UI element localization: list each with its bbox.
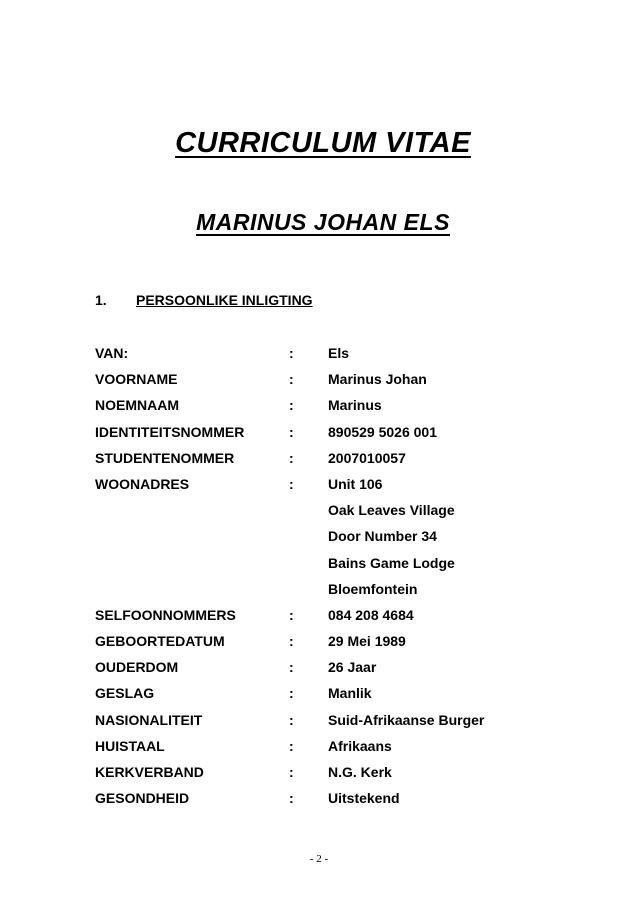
info-row bbox=[95, 790, 575, 816]
info-value: Uitstekend bbox=[328, 790, 400, 807]
info-row bbox=[95, 371, 575, 397]
info-colon: : bbox=[289, 790, 294, 807]
info-label: GESONDHEID bbox=[95, 790, 190, 807]
info-value: Marinus bbox=[328, 397, 382, 414]
info-value: Unit 106 bbox=[328, 475, 383, 492]
info-value: 26 Jaar bbox=[328, 659, 377, 676]
info-value: Manlik bbox=[328, 685, 372, 702]
info-label: OUDERDOM bbox=[95, 659, 179, 676]
info-value: Bains Game Lodge bbox=[328, 554, 455, 571]
info-value: Oak Leaves Village bbox=[328, 502, 455, 519]
info-value: 890529 5026 001 bbox=[328, 423, 437, 440]
info-value: Els bbox=[328, 345, 350, 361]
info-row bbox=[95, 738, 575, 764]
info-row bbox=[95, 345, 575, 371]
info-colon: : bbox=[289, 659, 294, 676]
info-label: VAN: bbox=[95, 345, 129, 361]
info-value: Door Number 34 bbox=[328, 528, 437, 545]
section-number: 1. bbox=[95, 292, 107, 308]
info-colon: : bbox=[289, 606, 294, 623]
info-colon: : bbox=[289, 764, 294, 780]
info-row bbox=[95, 528, 575, 554]
info-colon: : bbox=[289, 475, 294, 492]
info-row bbox=[95, 397, 575, 423]
info-row bbox=[95, 555, 575, 581]
info-row bbox=[95, 685, 575, 711]
info-value: Marinus Johan bbox=[328, 371, 427, 388]
info-colon: : bbox=[289, 711, 294, 728]
info-colon: : bbox=[289, 449, 294, 466]
page-number: - 2 - bbox=[309, 853, 329, 865]
info-label: VOORNAME bbox=[95, 371, 178, 388]
info-label: STUDENTENOMMER bbox=[95, 449, 235, 466]
info-value: 29 Mei 1989 bbox=[328, 633, 406, 650]
info-row bbox=[95, 424, 575, 450]
info-row bbox=[95, 607, 575, 633]
section-label: PERSOONLIKE INLIGTING bbox=[136, 292, 313, 308]
info-row bbox=[95, 659, 575, 685]
info-colon: : bbox=[289, 737, 294, 754]
info-colon: : bbox=[289, 371, 294, 388]
info-label: NASIONALITEIT bbox=[95, 711, 203, 728]
info-row bbox=[95, 502, 575, 528]
info-label: HUISTAAL bbox=[95, 737, 165, 754]
info-row bbox=[95, 450, 575, 476]
info-value: Suid-Afrikaanse Burger bbox=[328, 711, 485, 728]
info-label: GESLAG bbox=[95, 685, 155, 702]
info-value: N.G. Kerk bbox=[328, 764, 392, 780]
info-value: Afrikaans bbox=[328, 737, 392, 754]
personal-info-list bbox=[95, 345, 575, 816]
info-colon: : bbox=[289, 633, 294, 650]
info-label: NOEMNAAM bbox=[95, 397, 179, 414]
info-label: WOONADRES bbox=[95, 475, 190, 492]
info-colon: : bbox=[289, 423, 294, 440]
info-label: SELFOONNOMMERS bbox=[95, 606, 236, 623]
info-colon: : bbox=[289, 345, 294, 361]
info-value: 2007010057 bbox=[328, 449, 406, 466]
person-name: MARINUS JOHAN ELS bbox=[196, 209, 450, 235]
document-title: CURRICULUM VITAE bbox=[175, 127, 471, 159]
info-value: 084 208 4684 bbox=[328, 606, 414, 623]
info-row bbox=[95, 764, 575, 790]
info-label: KERKVERBAND bbox=[95, 764, 204, 780]
info-label: IDENTITEITSNOMMER bbox=[95, 423, 245, 440]
info-colon: : bbox=[289, 397, 294, 414]
info-row bbox=[95, 633, 575, 659]
info-label: GEBOORTEDATUM bbox=[95, 633, 225, 650]
info-row bbox=[95, 712, 575, 738]
info-row bbox=[95, 581, 575, 607]
section-heading bbox=[95, 292, 313, 308]
info-value: Bloemfontein bbox=[328, 580, 418, 597]
info-colon: : bbox=[289, 685, 294, 702]
info-row bbox=[95, 476, 575, 502]
